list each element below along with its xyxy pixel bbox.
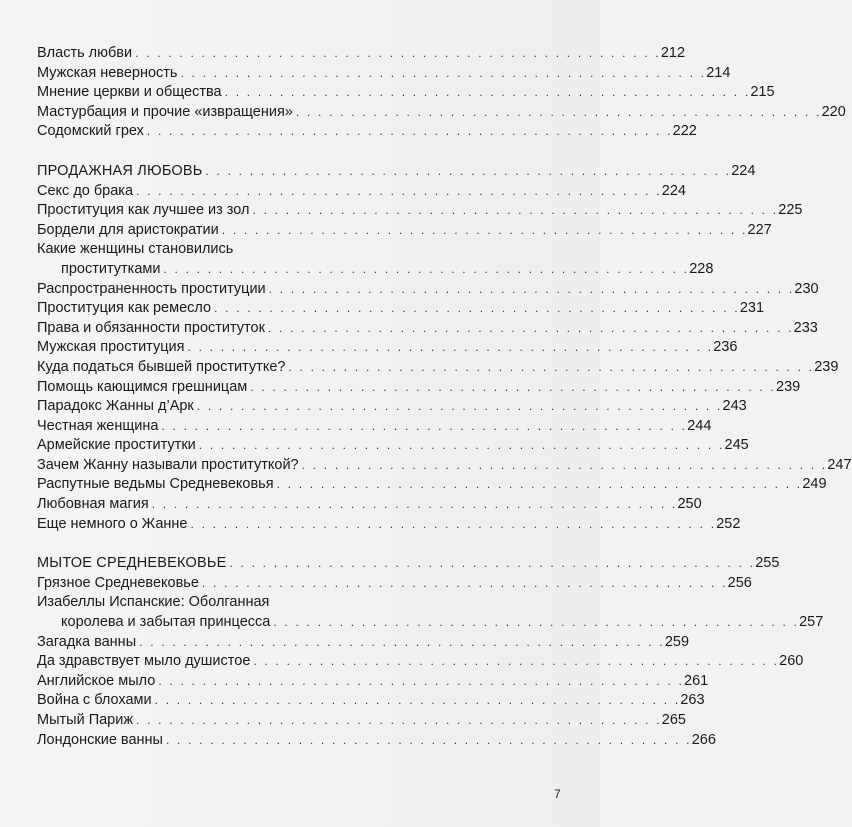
entry-page-number: 265 (661, 712, 686, 728)
entry-title: Бордели для аристократии (37, 221, 219, 238)
toc-entry (37, 64, 731, 84)
entry-title: Куда податься бывшей проститутке? (37, 358, 286, 375)
dot-leader: . . . . . . . . . . . . . . . . . . . . . . . . . . . . . . . . . . . . . . . . . . . . . . . . (190, 516, 717, 531)
entry-page-number: 261 (684, 672, 709, 689)
entry-page-number: 214 (706, 64, 731, 81)
entry-title: Мастурбация и прочие «извращения» (37, 103, 293, 120)
entry-title: Мытый Париж (37, 712, 134, 728)
dot-leader: . . . . . . . . . . . . . . . . . . . . . . . . . . . . . . . . . . . . . . . . . . . . . . . . (276, 477, 803, 492)
dot-leader: . . . . . . . . . . . . . . . . . . . . . . . . . . . . . . . . . . . . . . . . . . . . . . . . (180, 65, 707, 80)
entry-page-number: 236 (713, 339, 738, 356)
toc-section (37, 162, 852, 534)
entry-page-number: 224 (731, 162, 756, 179)
dot-leader: . . . . . . . . . . . . . . . . . . . . . . . . . . . . . . . . . . . . . . . . . . . . . . . . (165, 732, 692, 747)
dot-leader: . . . . . . . . . . . . . . . . . . . . . . . . . . . . . . . . . . . . . . . . . . . . . . . . (250, 379, 776, 394)
entry-page-number: 225 (778, 202, 803, 219)
entry-page-number: 245 (724, 437, 749, 454)
entry-title: Изабеллы Испанские: Оболганная (37, 594, 270, 611)
toc-entry (37, 240, 373, 260)
entry-title: Грязное Средневековье (37, 574, 199, 591)
entry-page-number: 243 (722, 398, 747, 415)
dot-leader: . . . . . . . . . . . . . . . . . . . . . . . . . . . . . . . . . . . . . . . . . . . . . . . . (139, 634, 665, 649)
dot-leader: . . . . . . . . . . . . . . . . . . . . . . . . . . . . . . . . . . . . . . . . . . . . . . . . (163, 261, 690, 276)
toc-entry (37, 417, 712, 437)
toc-entry (37, 358, 839, 378)
dot-leader: . . . . . . . . . . . . . . . . . . . . . . . . . . . . . . . . . . . . . . . . . . . . . . . . (295, 104, 822, 119)
entry-title: Да здравствует мыло душистое (37, 653, 251, 670)
entry-title: Проституция как ремесло (37, 300, 212, 317)
entry-page-number: 255 (755, 555, 780, 572)
entry-page-number: 231 (739, 300, 765, 317)
dot-leader: . . . . . . . . . . . . . . . . . . . . . . . . . . . . . . . . . . . . . . . . . . . . . . . . (201, 575, 728, 590)
entry-title: Зачем Жанну называли проституткой? (37, 456, 299, 473)
toc-entry (37, 436, 749, 456)
entry-page-number: 263 (680, 692, 705, 709)
dot-leader: . . . . . . . . . . . . . . . . . . . . . . . . . . . . . . . . . . . . . . . . . . . . . . . . (205, 163, 732, 178)
dot-leader: . . . . . . . . . . . . . . . . . . . . . . . . . . . . . . . . . . . . . . . . . . . . . . . . (267, 320, 794, 335)
dot-leader: . . . . . . . . . . . . . . . . . . . . . . . . . . . . . . . . . . . . . . . . . . . . . . . . (151, 497, 678, 512)
entry-title: Проституция как лучшее из зол (37, 202, 250, 219)
dot-leader: . . . . . . . . . . . . . . . . . . . . . . . . . . . . . . . . . . . . . . . . . . . . . . . . (268, 281, 795, 296)
toc-entry (37, 691, 705, 711)
toc-entry (37, 593, 373, 613)
dot-leader: . . . . . . . . . . . . . . . . . . . . . . . . . . . . . . . . . . . . . . . . . . . . . . . . (146, 124, 673, 139)
toc-entry (37, 515, 741, 535)
toc-entry (37, 475, 827, 495)
toc-entry (37, 260, 714, 280)
entry-title: Любовная магия (37, 496, 149, 513)
entry-title: королева и забытая принцесса (61, 614, 271, 631)
toc-entry (37, 338, 738, 358)
toc-entry (37, 319, 818, 339)
dot-leader: . . . . . . . . . . . . . . . . . . . . . . . . . . . . . . . . . . . . . . . . . . . . . . . . (198, 438, 725, 453)
entry-title: Мнение церкви и общества (37, 84, 222, 101)
entry-page-number: 233 (793, 319, 818, 336)
dot-leader: . . . . . . . . . . . . . . . . . . . . . . . . . . . . . . . . . . . . . . . . . . . . . . . . (288, 359, 815, 374)
entry-page-number: 224 (661, 182, 686, 199)
entry-page-number: 259 (664, 633, 690, 650)
toc-section-heading (37, 162, 756, 182)
dot-leader: . . . . . . . . . . . . . . . . . . . . . . . . . . . . . . . . . . . . . . . . . . . . . . . . (273, 615, 800, 630)
dot-leader: . . . . . . . . . . . . . . . . . . . . . . . . . . . . . . . . . . . . . . . . . . . . . . . . (158, 673, 685, 688)
toc-section (37, 554, 824, 750)
dot-leader: . . . . . . . . . . . . . . . . . . . . . . . . . . . . . . . . . . . . . . . . . . . . . . . . (135, 46, 661, 60)
dot-leader: . . . . . . . . . . . . . . . . . . . . . . . . . . . . . . . . . . . . . . . . . . . . . . . . (229, 556, 756, 571)
toc-entry (37, 221, 772, 241)
entry-page-number: 249 (802, 476, 827, 493)
entry-title: Какие женщины становились (37, 241, 234, 258)
entry-title: Мужская проституция (37, 339, 185, 356)
entry-title: Английское мыло (37, 672, 156, 689)
toc-entry (37, 672, 709, 692)
entry-page-number: 250 (677, 496, 702, 513)
toc-entry (37, 122, 697, 142)
dot-leader: . . . . . . . . . . . . . . . . . . . . . . . . . . . . . . . . . . . . . . . . . . . . . . . . (136, 713, 662, 727)
toc-section (37, 44, 846, 142)
entry-title: Еще немного о Жанне (37, 515, 188, 532)
dot-leader: . . . . . . . . . . . . . . . . . . . . . . . . . . . . . . . . . . . . . . . . . . . . . . . . (161, 418, 688, 433)
dot-leader: . . . . . . . . . . . . . . . . . . . . . . . . . . . . . . . . . . . . . . . . . . . . . . . . (253, 654, 780, 669)
entry-title: Распространенность проституции (37, 280, 266, 297)
section-heading-title: ПРОДАЖНАЯ ЛЮБОВЬ (37, 162, 203, 179)
entry-title: Мужская неверность (37, 64, 178, 81)
dot-leader: . . . . . . . . . . . . . . . . . . . . . . . . . . . . . . . . . . . . . . . . . . . . . . . . (214, 301, 740, 316)
toc-entry (37, 182, 686, 202)
entry-page-number: 252 (716, 515, 741, 532)
toc-entry (37, 103, 846, 123)
toc-entry (37, 299, 765, 319)
table-of-contents (37, 44, 852, 770)
dot-leader: . . . . . . . . . . . . . . . . . . . . . . . . . . . . . . . . . . . . . . . . . . . . . . . . (221, 222, 748, 237)
entry-title: Секс до брака (37, 182, 134, 199)
entry-title: Честная женщина (37, 417, 159, 434)
entry-page-number: 266 (691, 731, 716, 748)
dot-leader: . . . . . . . . . . . . . . . . . . . . . . . . . . . . . . . . . . . . . . . . . . . . . . . . (224, 85, 751, 100)
toc-section-heading (37, 554, 780, 574)
entry-title: Загадка ванны (37, 633, 137, 650)
toc-entry (37, 83, 775, 103)
section-heading-title: МЫТОЕ СРЕДНЕВЕКОВЬЕ (37, 555, 227, 572)
entry-title: Власть любви (37, 45, 133, 61)
dot-leader: . . . . . . . . . . . . . . . . . . . . . . . . . . . . . . . . . . . . . . . . . . . . . . . . (252, 203, 779, 218)
toc-entry (37, 731, 716, 751)
toc-entry (37, 456, 852, 476)
entry-page-number: 256 (727, 574, 752, 591)
entry-title: Парадокс Жанны д’Арк (37, 398, 194, 415)
entry-page-number: 239 (776, 378, 801, 395)
entry-page-number: 227 (747, 221, 772, 238)
toc-entry (37, 711, 686, 731)
entry-page-number: 244 (687, 417, 712, 434)
dot-leader: . . . . . . . . . . . . . . . . . . . . . . . . . . . . . . . . . . . . . . . . . . . . . . . . (154, 693, 681, 708)
toc-entry (37, 201, 803, 221)
toc-entry (37, 495, 702, 515)
toc-entry (37, 613, 824, 633)
toc-entry (37, 280, 819, 300)
dot-leader: . . . . . . . . . . . . . . . . . . . . . . . . . . . . . . . . . . . . . . . . . . . . . . . . (136, 183, 662, 198)
entry-title: Права и обязанности проституток (37, 319, 265, 336)
entry-page-number: 228 (689, 260, 714, 277)
entry-title: Лондонские ванны (37, 731, 163, 748)
dot-leader: . . . . . . . . . . . . . . . . . . . . . . . . . . . . . . . . . . . . . . . . . . . . . . . . (187, 340, 714, 355)
toc-entry (37, 44, 686, 64)
toc-entry (37, 378, 801, 398)
entry-title: Содомский грех (37, 123, 144, 140)
toc-entry (37, 397, 747, 417)
entry-page-number: 247 (827, 456, 852, 473)
entry-title: Армейские проститутки (37, 437, 196, 454)
toc-entry (37, 574, 752, 594)
entry-page-number: 220 (821, 103, 846, 120)
entry-title: Распутные ведьмы Средневековья (37, 476, 274, 493)
entry-page-number: 212 (660, 45, 686, 61)
entry-page-number: 257 (799, 614, 824, 631)
entry-page-number: 239 (814, 358, 839, 375)
entry-title: Помощь кающимся грешницам (37, 378, 248, 395)
entry-page-number: 230 (794, 280, 819, 297)
entry-page-number: 222 (672, 123, 697, 140)
entry-title: проститутками (61, 260, 161, 277)
page-number: 7 (554, 787, 561, 801)
dot-leader: . . . . . . . . . . . . . . . . . . . . . . . . . . . . . . . . . . . . . . . . . . . . . . . . (196, 399, 723, 414)
entry-title: Война с блохами (37, 692, 152, 709)
entry-page-number: 260 (779, 653, 804, 670)
toc-entry (37, 633, 690, 653)
dot-leader: . . . . . . . . . . . . . . . . . . . . . . . . . . . . . . . . . . . . . . . . . . . . . . . . (301, 457, 828, 472)
entry-page-number: 215 (750, 84, 775, 101)
toc-entry (37, 652, 804, 672)
